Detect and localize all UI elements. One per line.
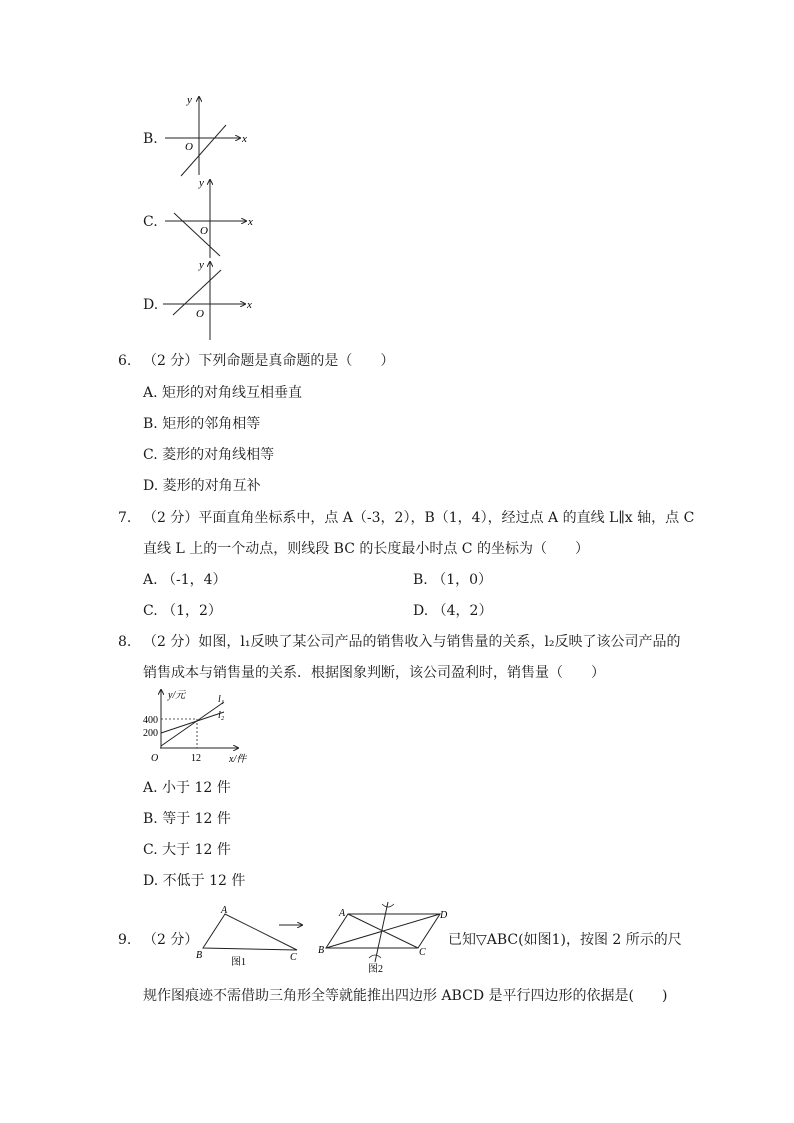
- q9-fig2-d: D: [440, 910, 448, 921]
- graph-c-y-label: y: [199, 177, 204, 189]
- q7-option-d: D. （4，2）: [413, 603, 493, 619]
- graph-c-x-label: x: [248, 216, 253, 228]
- q9-fig2-arc-top: [382, 904, 394, 907]
- q9-fig2-b: B: [318, 945, 325, 956]
- q8-origin: O: [151, 753, 159, 764]
- q8-l2-line: [161, 712, 224, 733]
- q8-option-c: C. 大于 12 件: [143, 842, 231, 858]
- q7-option-a: A. （-1，4）: [143, 572, 227, 588]
- q7-line1: （2 分）平面直角坐标系中，点 A（-3，2），B（1，4），经过点 A 的直线 L∥x 轴，点 C: [143, 510, 695, 526]
- q9-fig1-b: B: [196, 950, 203, 961]
- q8-x-label: x/件: [229, 754, 247, 765]
- q9-fig2-caption: 图2: [368, 964, 383, 975]
- q8-number: 8.: [118, 634, 132, 650]
- q7-option-b: B. （1，0）: [413, 572, 493, 588]
- q8-option-d: D. 不低于 12 件: [143, 873, 246, 889]
- q8-option-b: B. 等于 12 件: [143, 811, 231, 827]
- q6-stem: （2 分）下列命题是真命题的是（ ）: [143, 353, 395, 369]
- q9-line2: 规作图痕迹不需借助三角形全等就能推出四边形 ABCD 是平行四边形的依据是( ): [143, 988, 668, 1004]
- q8-line2: 销售成本与销售量的关系．根据图象判断，该公司盈利时，销售量（ ）: [143, 665, 605, 681]
- q9-fig2-arc-bottom: [369, 955, 381, 958]
- q9-number: 9.: [118, 932, 132, 948]
- graph-b-x-label: x: [242, 133, 247, 145]
- q8-tick-400: 400: [143, 715, 158, 726]
- q7-number: 7.: [118, 510, 132, 526]
- graph-d-x-label: x: [247, 299, 252, 311]
- q6-option-d: D. 菱形的对角互补: [143, 478, 261, 494]
- q8-tick-200: 200: [143, 728, 158, 739]
- q7-option-c: C. （1，2）: [143, 603, 222, 619]
- q9-fig2-c: C: [419, 947, 426, 958]
- q9-fig1-caption: 图1: [231, 957, 246, 968]
- q9-fig1-triangle: [203, 914, 297, 950]
- q9-text1: 已知▽ABC(如图1)，按图 2 所示的尺: [448, 932, 682, 948]
- graph-b-y-label: y: [187, 94, 192, 106]
- q9-fig1-a: A: [221, 905, 228, 916]
- q7-line2: 直线 L 上的一个动点，则线段 BC 的长度最小时点 C 的坐标为（ ）: [143, 541, 589, 557]
- graph-d-y-label: y: [199, 259, 204, 271]
- q9-fig1-c: C: [290, 952, 297, 963]
- graph-d-letter: D.: [143, 297, 159, 313]
- graph-c-line: [174, 213, 220, 256]
- q9-score: （2 分）: [143, 932, 199, 948]
- q9-fig2-diag-bd: [326, 914, 440, 948]
- q6-option-c: C. 菱形的对角线相等: [143, 447, 275, 463]
- q8-tick-12: 12: [191, 753, 201, 764]
- graph-c-letter: C.: [143, 214, 158, 230]
- q8-l1-line: [161, 702, 224, 746]
- q8-option-a: A. 小于 12 件: [143, 780, 231, 796]
- q8-y-label: y/元: [168, 690, 186, 701]
- q8-l1-label: l₁: [218, 694, 225, 705]
- graph-b-letter: B.: [143, 131, 158, 147]
- graph-d-origin: O: [196, 308, 204, 320]
- graph-b-origin: O: [185, 141, 193, 153]
- q8-l2-label: l₂: [218, 710, 225, 721]
- graph-c-origin: O: [200, 225, 208, 237]
- q6-option-b: B. 矩形的邻角相等: [143, 416, 261, 432]
- q6-number: 6.: [118, 353, 132, 369]
- q9-fig2-a: A: [339, 908, 346, 919]
- q8-line1: （2 分）如图，l₁反映了某公司产品的销售收入与销售量的关系，l₂反映了该公司产品的: [143, 634, 681, 650]
- q6-option-a: A. 矩形的对角线互相垂直: [143, 385, 303, 401]
